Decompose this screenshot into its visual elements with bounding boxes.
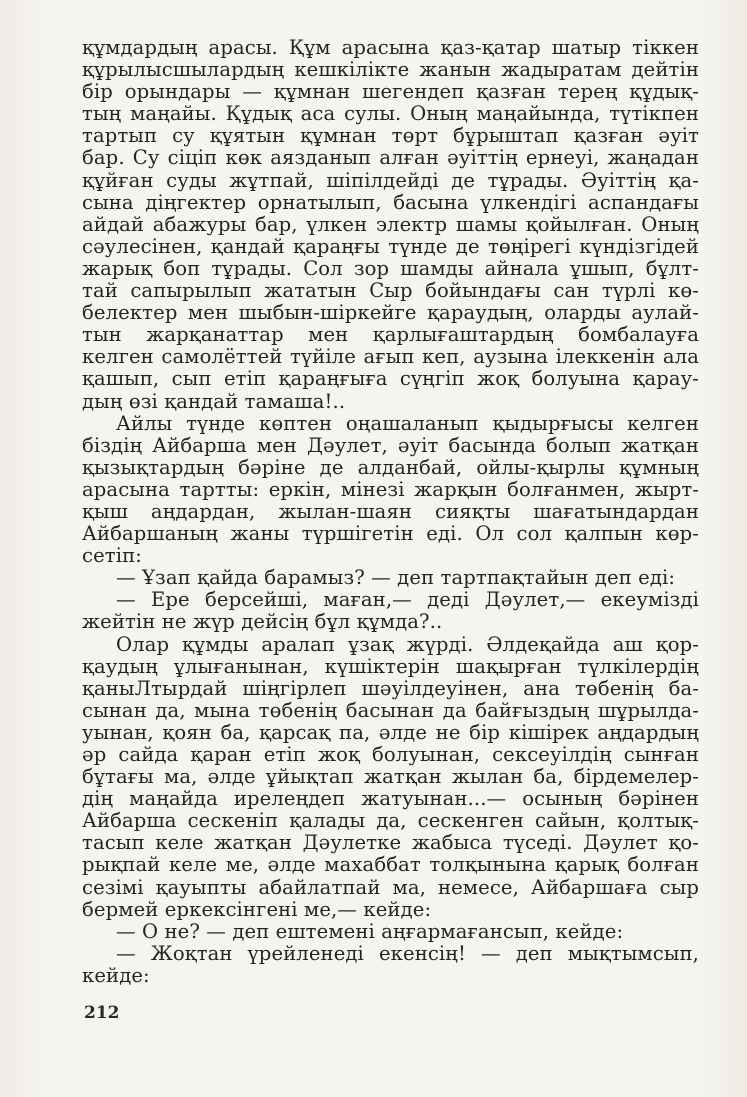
text-line: Айбарша сескеніп қалады да, сескенген сайын, қолтық- [82, 810, 699, 833]
text-line: уынан, қоян ба, қарсақ па, әлде не бір кішірек аңдардың [82, 721, 699, 744]
text-line: сынан да, мына төбенің басынан да байғыздың шұрылда- [82, 699, 699, 722]
text-line: Олар құмды аралап ұзақ жүрді. Әлдеқайда аш қор- [116, 633, 699, 656]
text-line: — Ере берсейші, маған,— деді Дәулет,— екеумізді [116, 589, 699, 612]
text-line: тың маңайы. Құдық аса сулы. Оның маңайында, түтікпен [82, 103, 699, 126]
text-line: дың өзі қандай тамаша!.. [82, 390, 346, 413]
text-line: бұтағы ма, әлде ұйықтап жатқан жылан ба, бірдемелер- [82, 766, 699, 789]
text-line: сәулесінен, қандай қараңғы түнде де төңірегі күндізгідей [82, 235, 699, 258]
text-line: тасып келе жатқан Дәулетке жабыса түседі. Дәулет қо- [82, 832, 699, 855]
text-line: жарық боп тұрады. Сол зор шамды айнала ұшып, бұлт- [82, 257, 699, 280]
text-line: сезімі қауыпты абайлатпай ма, немесе, Айбаршаға сыр [82, 876, 699, 899]
text-line: құрылысшылардың кешкілікте жанын жадыратам дейтін [82, 59, 699, 82]
text-line: қаныЛтырдай шіңгірлеп шәуілдеуінен, ана төбенің ба- [82, 677, 699, 700]
text-line: Айлы түнде көптен оңашаланып қыдырғысы келген [116, 412, 699, 435]
text-line: — О не? — деп ештемені аңғармағансып, кейде: [116, 920, 624, 943]
text-line: рықпай келе ме, әлде махаббат толқынына қарық болған [82, 854, 699, 877]
text-line: айдай абажуры бар, үлкен электр шамы қойылған. Оның [82, 213, 699, 236]
text-line: қашып, сып етіп қараңғыға сүңгіп жоқ болуына қарау- [82, 368, 699, 391]
text-line: келген самолёттей түйіле ағып кеп, аузына ілеккенін ала [82, 346, 699, 369]
text-line: қыш аңдардан, жылан-шаян сияқты шағатындардан [82, 500, 699, 523]
text-line: — Ұзап қайда барамыз? — деп тартпақтайын деп еді: [116, 567, 676, 590]
text-line: дің маңайда ирелеңдеп жатуынан...— осының бәрінен [82, 788, 699, 811]
text-line: белектер мен шыбын-шіркейге қараудың, оларды аулай- [82, 302, 699, 325]
text-line: — Жоқтан үрейленеді екенсің! — деп мықтымсып, [116, 942, 699, 965]
text-line: сына діңгектер орнатылып, басына үлкендігі аспандағы [82, 191, 699, 214]
page-body-text [82, 37, 699, 987]
text-line: қызықтардың бәріне де алданбай, ойлы-қырлы құмның [82, 456, 699, 479]
text-line: тартып су құятын құмнан төрт бұрыштап қазған әуіт [82, 125, 699, 148]
text-line: сетіп: [82, 545, 142, 568]
text-line: тын жарқанаттар мен қарлығаштардың бомбалауға [82, 324, 699, 347]
text-line: бір орындары — құмнан шегендеп қазған терең құдық- [82, 81, 699, 104]
text-line: тай сапырылып жататын Сыр бойындағы сан түрлі кө- [82, 280, 699, 303]
text-line: кейде: [82, 964, 150, 987]
text-line: Айбаршаның жаны түршігетін еді. Ол сол қалпын көр- [82, 523, 699, 546]
text-line: бар. Су сіціп көк аязданып алған әуіттің ернеуі, жаңадан [82, 147, 699, 170]
page-number: 212 [84, 1003, 120, 1023]
text-line: арасына тартты: еркін, мінезі жарқын болғанмен, жырт- [82, 478, 699, 501]
text-line: әр сайда қаран етіп жоқ болуынан, сексеуілдің сынған [82, 744, 699, 766]
text-line: жейтін не жүр дейсің бұл құмда?.. [82, 611, 443, 634]
text-line: біздің Айбарша мен Дәулет, әуіт басында болып жатқан [82, 434, 699, 457]
text-line: құйған суды жұтпай, шіпілдейді де тұрады. Әуіттің қа- [82, 169, 699, 192]
text-line: қаудың ұлығанынан, күшіктерін шақырған түлкілердің [82, 655, 699, 678]
text-line: құмдардың арасы. Құм арасына қаз-қатар шатыр тіккен [82, 37, 699, 59]
text-line: бермей еркексінгені ме,— кейде: [82, 898, 432, 921]
